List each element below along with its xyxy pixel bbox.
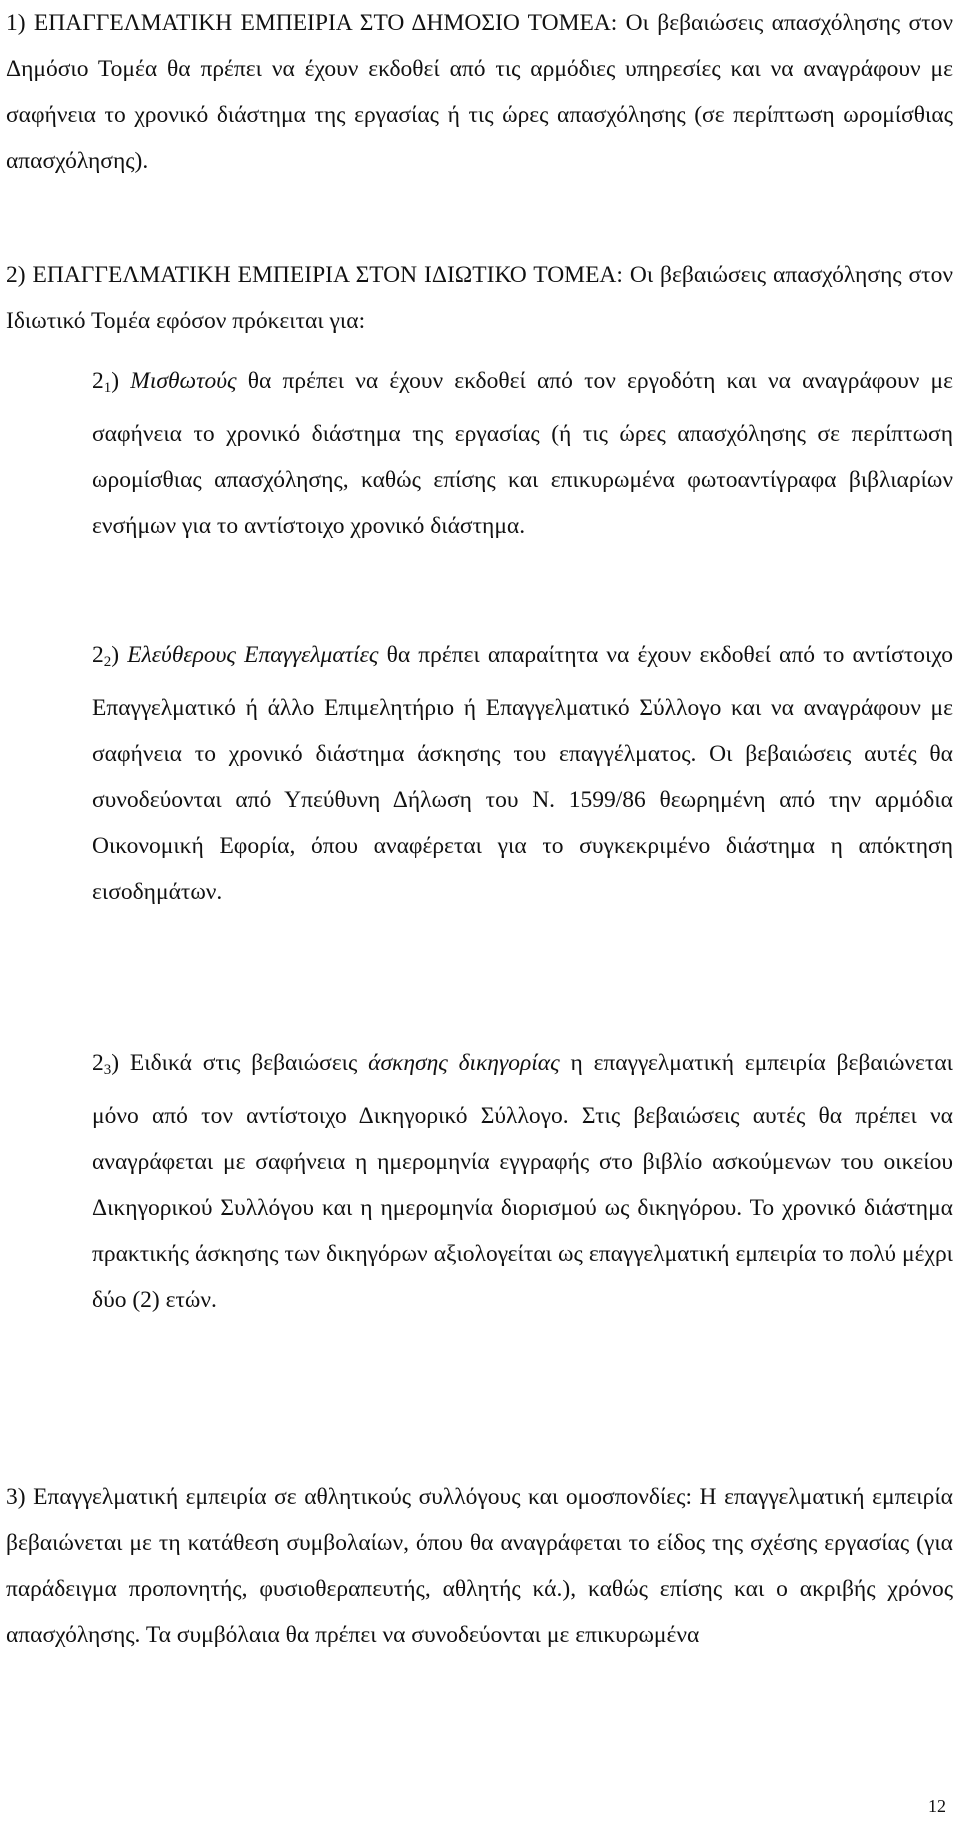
paragraph-sports-clubs: 3) Επαγγελματική εμπειρία σε αθλητικούς συλλόγους και ομοσπονδίες: Η επαγγελματική εμπειρία βεβαιώνεται με τη κατάθεση συμβολαίων, όπου θα αναγράφεται το είδος της σχέσης εργασίας (για παράδειγμα προπονητής, φυσιοθεραπευτής, αθλητής κά.), καθώς επίσης και ο ακριβής χρόνος απασχόλησης. Τα συμβόλαια θα πρέπει να συνοδεύονται με επικυρωμένα [6, 1484, 953, 1648]
item-number: 2 [92, 642, 104, 668]
item-close-paren: ) [111, 368, 120, 394]
paragraph-lead: Ειδικά στις βεβαιώσεις [129, 1050, 358, 1076]
emphasis-salaried: Μισθωτούς [130, 368, 237, 394]
item-close-paren: ) [111, 642, 120, 668]
paragraph-salaried-employees [92, 358, 953, 549]
paragraph-freelancers [92, 632, 953, 915]
emphasis-law-practice: άσκησης δικηγορίας [368, 1050, 560, 1076]
paragraph-law-practice [92, 1040, 953, 1323]
paragraph-public-sector-experience: 1) ΕΠΑΓΓΕΛΜΑΤΙΚΗ ΕΜΠΕΙΡΙΑ ΣΤΟ ΔΗΜΟΣΙΟ ΤΟΜΕΑ: Οι βεβαιώσεις απασχόλησης στον Δημόσιο Τομέα θα πρέπει να έχουν εκδοθεί από τις αρμόδιες υπηρεσίες και να αναγράφουν με σαφήνεια το χρονικό διάστημα της εργασίας ή τις ώρες απασχόλησης (σε περίπτωση ωρομίσθιας απασχόλησης). [6, 10, 953, 174]
paragraph-body: θα πρέπει να έχουν εκδοθεί από τον εργοδότη και να αναγράφουν με σαφήνεια το χρονικό διάστημα της εργασίας (ή τις ώρες απασχόλησης σε περίπτωση ωρομίσθιας απασχόλησης, καθώς επίσης και επικυρωμένα φωτοαντίγραφα βιβλιαρίων ενσήμων για το αντίστοιχο χρονικό διάστημα. [92, 368, 954, 539]
paragraph-private-sector-experience: 2) ΕΠΑΓΓΕΛΜΑΤΙΚΗ ΕΜΠΕΙΡΙΑ ΣΤΟΝ ΙΔΙΩΤΙΚΟ ΤΟΜΕΑ: Οι βεβαιώσεις απασχόλησης στον Ιδιωτικό Τομέα εφόσον πρόκειται για: [6, 262, 953, 334]
emphasis-freelancers: Ελεύθερους Επαγγελματίες [127, 642, 379, 668]
item-number: 2 [92, 368, 104, 394]
paragraph-body: η επαγγελματική εμπειρία βεβαιώνεται μόνο από τον αντίστοιχο Δικηγορικό Σύλλογο. Στις βεβαιώσεις αυτές θα πρέπει να αναγράφεται με σαφήνεια η ημερομηνία εγγραφής στο βιβλίο ασκούμενων του οικείου Δικηγορικού Συλλόγου και η ημερομηνία διορισμού ως δικηγόρου. Το χρονικό διάστημα πρακτικής άσκησης των δικηγόρων αξιολογείται ως επαγγελματική εμπειρία το πολύ μέχρι δύο (2) ετών. [92, 1050, 953, 1313]
page-number: 12 [928, 1796, 946, 1816]
item-subscript: 3 [103, 1062, 112, 1078]
item-subscript: 1 [103, 380, 112, 396]
paragraph-body: θα πρέπει απαραίτητα να έχουν εκδοθεί από το αντίστοιχο Επαγγελματικό ή άλλο Επιμελητήριο ή Επαγγελματικό Σύλλογο και να αναγράφουν με σαφήνεια το χρονικό διάστημα άσκησης του επαγγέλματος. Οι βεβαιώσεις αυτές θα συνοδεύονται από Υπεύθυνη Δήλωση του Ν. 1599/86 θεωρημένη από την αρμόδια Οικονομική Εφορία, όπου αναφέρεται για το συγκεκριμένο διάστημα η απόκτηση εισοδημάτων. [92, 642, 954, 905]
item-number: 2 [92, 1050, 104, 1076]
item-close-paren: ) [111, 1050, 120, 1076]
item-subscript: 2 [103, 654, 112, 670]
